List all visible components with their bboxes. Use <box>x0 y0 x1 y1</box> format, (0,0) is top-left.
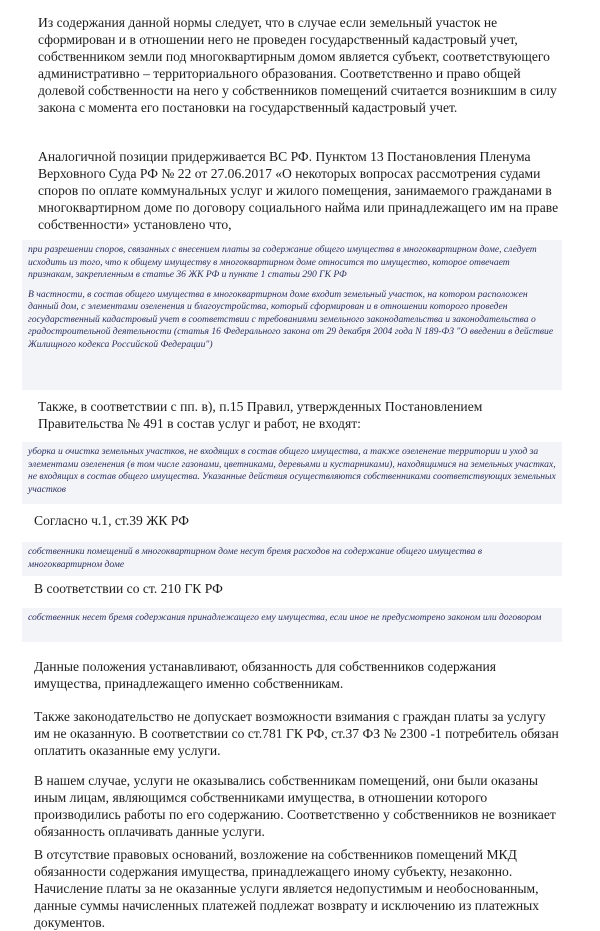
paragraph-conclusion: В отсутствие правовых оснований, возложение на собственников помещений МКД обязанности содержания имущества, принадлежащего иному субъекту, незаконно. Начисление платы за не оказанные услуги является недопустимым и необоснованным, данные суммы начисленных платежей подлежат возврату и исключению из платежных документов. <box>34 847 540 930</box>
quote-block-rules-491 <box>22 442 562 504</box>
heading-gk-210: В соответствии со ст. 210 ГК РФ <box>34 581 223 596</box>
quote-gk-210: собственник несет бремя содержания принадлежащего ему имущества, если иное не предусмотрено законом или договором <box>28 612 542 623</box>
paragraph-rules-491: Также, в соответствии с пп. в), п.15 Правил, утвержденных Постановлением Правительства № 491 в состав услуг и работ, не входят: <box>38 399 483 431</box>
paragraph-no-payment-unrendered: Также законодательство не допускает возможности взимания с граждан платы за услугу им не оказанную. В соответствии со ст.781 ГК РФ, ст.37 ФЗ № 2300 -1 потребитель обязан оплатить оказанные ему услуги. <box>34 709 559 758</box>
quote-plenum-part-1: при разрешении споров, связанных с внесением платы за содержание общего имущества в многоквартирном доме, следует исходить из того, что к общему имуществу в многоквартирном доме относится то имущество, которое отвечает признакам, закрепленным в статье 36 ЖК РФ и пункте 1 статьи 290 ГК РФ <box>28 244 537 280</box>
paragraph-owner-obligation: Данные положения устанавливают, обязанность для собственников содержания имущества, принадлежащего именно собственникам. <box>34 659 497 691</box>
quote-rules-491: уборка и очистка земельных участков, не входящих в состав общего имущества, а также озеленение территории и уход за элементами озеленения (в том числе газонами, цветниками, деревьями и кустарниками), находящимися на земельных участках, не входящих в состав общего имущества. Указанные действия осуществляются собственниками соответствующих земельных участков <box>28 446 556 495</box>
quote-block-plenum <box>22 240 562 390</box>
quote-zhk-39: собственники помещений в многоквартирном доме несут бремя расходов на содержание общего имущества в многоквартирном доме <box>28 546 482 570</box>
quote-block-gk-210 <box>22 608 562 642</box>
paragraph-land-ownership: Из содержания данной нормы следует, что в случае если земельный участок не сформирован и в отношении него не проведен государственный кадастровый учет, собственником земли под многоквартирным домом является субъект, соответствующего административно – территориального образования. Соответственно и право общей долевой собственности на него у собственников помещений считается возникшим в силу закона с момента его постановки на государственный кадастровый учет. <box>38 15 557 115</box>
heading-zhk-39: Согласно ч.1, ст.39 ЖК РФ <box>34 513 189 528</box>
paragraph-our-case: В нашем случае, услуги не оказывались собственникам помещений, они были оказаны иным лицам, являющимся собственниками имущества, в отношении которого производились работы по его содержанию. Соответственно у собственников не возникает обязанность оплачивать данные услуги. <box>34 773 556 839</box>
quote-block-zhk-39 <box>22 542 562 576</box>
paragraph-supreme-court: Аналогичной позиции придерживается ВС РФ. Пунктом 13 Постановления Пленума Верховного Суда РФ № 22 от 27.06.2017 «О некоторых вопросах рассмотрения судами споров по оплате коммунальных услуг и жилого помещения, занимаемого гражданами в многоквартирном доме по договору социального найма или принадлежащего им на праве собственности» установлено что, <box>38 149 559 232</box>
quote-plenum-part-2: В частности, в состав общего имущества в многоквартирном доме входит земельный участок, на котором расположен данный дом, с элементами озеленения и благоустройства, который сформирован и в отношении которого проведен государственный кадастровый учет в соответствии с требованиями земельного законодательства и законодательства о градостроительной деятельности (статья 16 Федерального закона от 29 декабря 2004 года N 189-ФЗ "О введении в действие Жилищного кодекса Российской Федерации") <box>28 288 554 350</box>
